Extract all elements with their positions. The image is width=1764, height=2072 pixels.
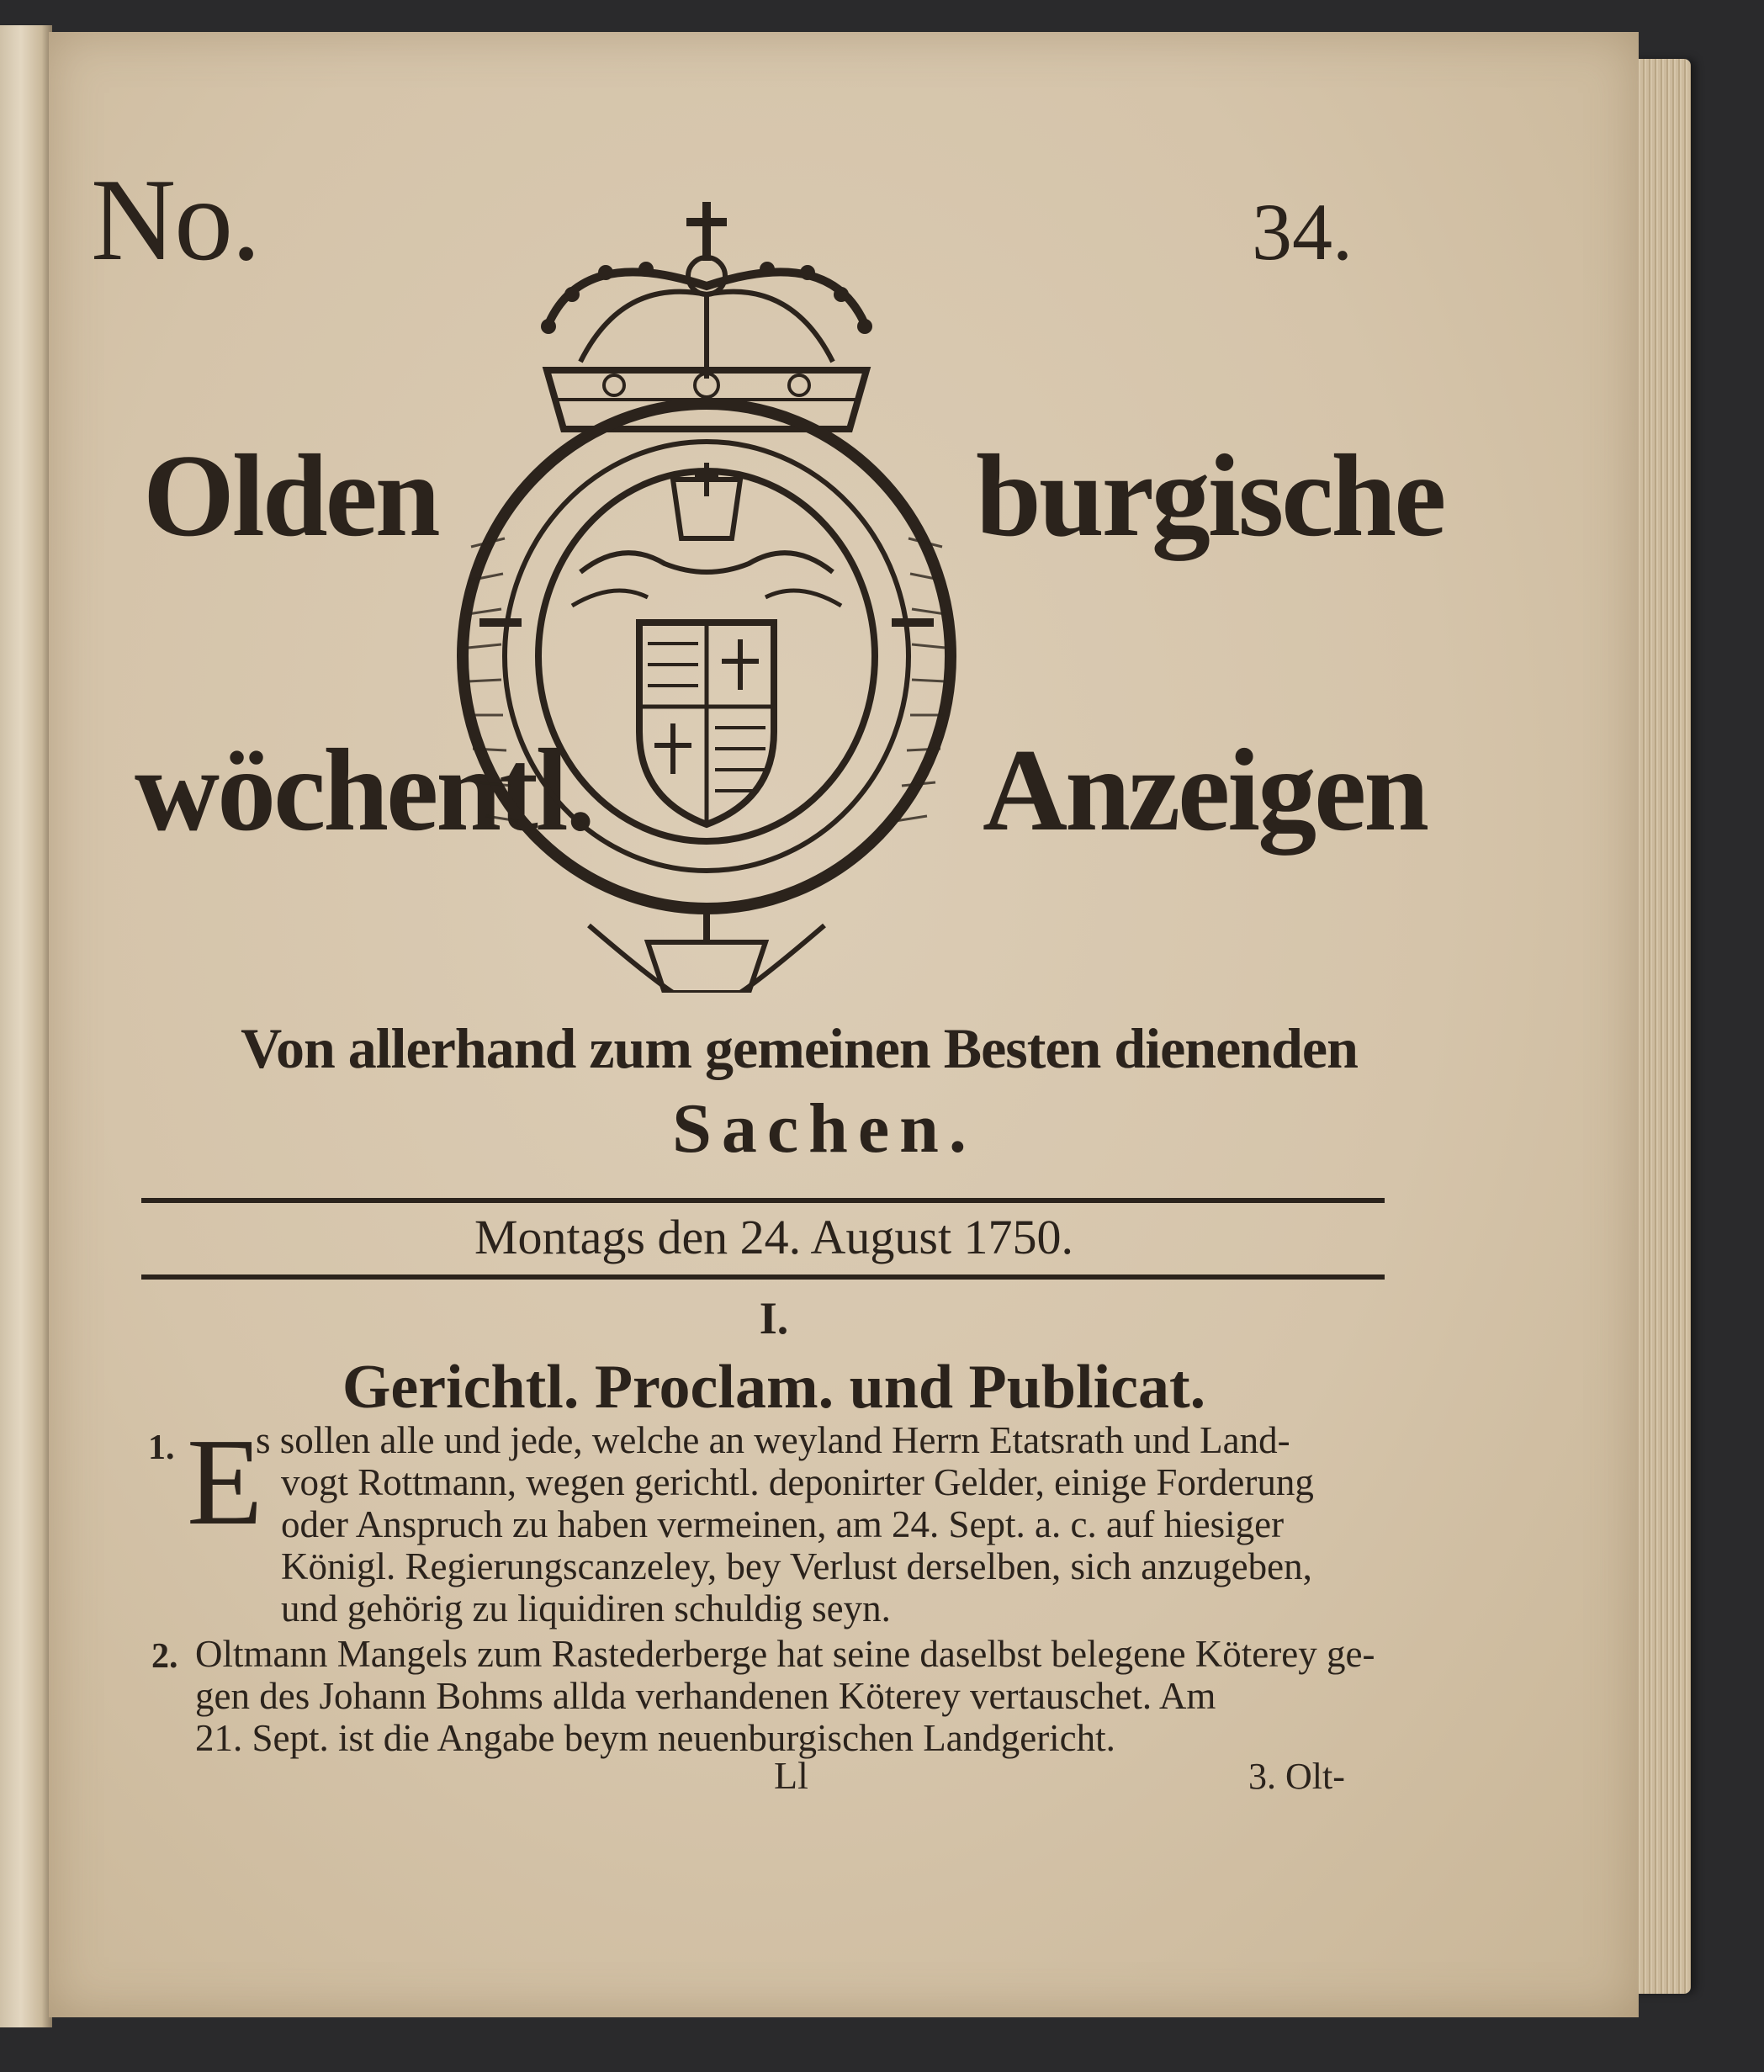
title-part-woechentl: wöchentl. bbox=[135, 725, 593, 856]
entry-1-line-4: Königl. Regierungscanzeley, bey Verlust derselben, sich anzugeben, bbox=[281, 1545, 1312, 1587]
entry-1-line-1: s sollen alle und jede, welche an weyland Herrn Etatsrath und Land- bbox=[256, 1419, 1290, 1461]
bottom-rule bbox=[141, 1274, 1385, 1280]
section-number: I. bbox=[759, 1293, 789, 1343]
entry-2-line-2: gen des Johann Bohms allda verhandenen Köterey vertauschet. Am bbox=[195, 1675, 1216, 1717]
title-part-anzeigen: Anzeigen bbox=[983, 725, 1428, 856]
issue-date: Montags den 24. August 1750. bbox=[474, 1210, 1074, 1264]
entry-1-marker: 1. bbox=[148, 1428, 175, 1467]
entry-2-marker: 2. bbox=[151, 1637, 178, 1676]
entry-1-line-2: vogt Rottmann, wegen gerichtl. deponirter Gelder, einige Forderung bbox=[281, 1461, 1314, 1503]
entry-1-initial: E bbox=[187, 1413, 263, 1551]
issue-number-prefix: No. bbox=[91, 155, 260, 285]
oldenburg-coat-of-arms-emblem bbox=[454, 185, 959, 993]
entry-1-line-3: oder Anspruch zu haben vermeinen, am 24. Sept. a. c. auf hiesiger bbox=[281, 1503, 1285, 1545]
top-rule bbox=[141, 1198, 1385, 1203]
entry-2-line-3: 21. Sept. ist die Angabe beym neuenburgischen Landgericht. bbox=[195, 1717, 1115, 1759]
entry-2-line-1: Oltmann Mangels zum Rastederberge hat seine daselbst belegene Köterey ge- bbox=[195, 1633, 1375, 1675]
printer-signature-mark: Ll bbox=[774, 1754, 808, 1797]
title-part-olden: Olden bbox=[143, 431, 438, 561]
title-part-burgische: burgische bbox=[976, 431, 1444, 561]
catchword: 3. Olt- bbox=[1248, 1756, 1345, 1797]
subtitle-line-1: Von allerhand zum gemeinen Besten dienenden bbox=[241, 1016, 1358, 1080]
entry-1-line-5: und gehörig zu liquidiren schuldig seyn. bbox=[281, 1587, 891, 1630]
subtitle-line-2: Sachen. bbox=[672, 1089, 977, 1168]
issue-number: 34. bbox=[1252, 187, 1353, 277]
section-title: Gerichtl. Proclam. und Publicat. bbox=[342, 1353, 1206, 1422]
